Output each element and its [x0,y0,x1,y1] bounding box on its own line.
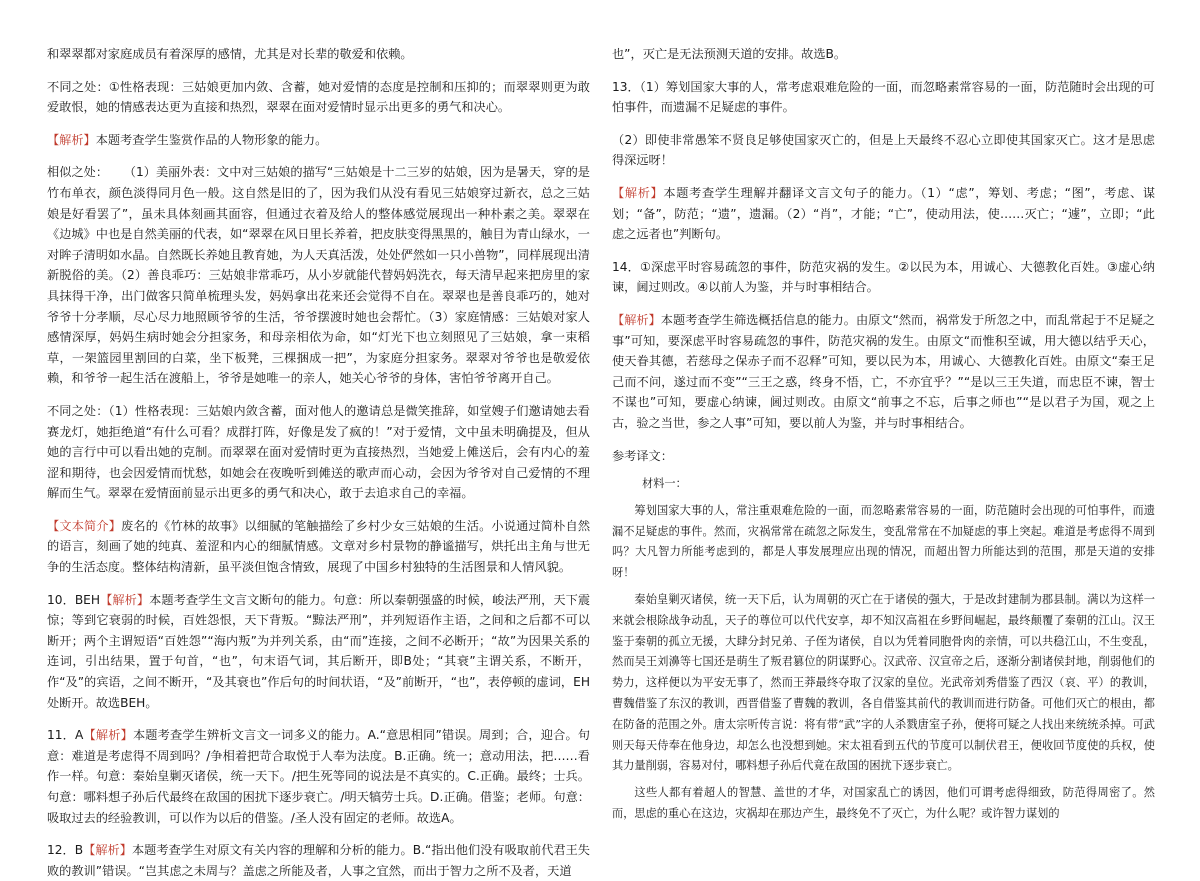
analysis-paragraph: 【解析】本题考查学生理解并翻译文言文句子的能力。（1）“虑”，筹划、考虑；“图”，考虑、谋划；“备”，防范；“遗”，遗漏。（2）“肖”，才能；“亡”，使动用法，使……灭亡；“遽”，立即；“此虑之远者也”判断句。 [612,185,1156,242]
analysis-tag: 【解析】 [612,185,664,200]
analysis-tag: 【解析】 [612,312,661,327]
text-intro-tag: 【文本简介】 [47,518,122,533]
question-12-paragraph: 12．B【解析】本题考查学生对原文有关内容的理解和分析的能力。B.“指出他们没有吸取前代君王失败的教训”错误。“岂其虑之未周与？盖虑之所能及者，人事之宜然，而出于智力之所不及者，天道 [47,843,590,878]
analysis-tag: 【解析】 [83,728,133,743]
translation-paragraph: 这些人都有着超人的智慧、盖世的才华，对国家乱亡的诱因，他们可谓考虑得细致，防范得周密了。然而，思虑的重心在这边，灾祸却在那边产生，最终免不了灭亡，为什么呢？或许智力谋划的 [612,786,1155,821]
answer-paragraph: 也”，灭亡是无法预测天道的安排。故选B。 [612,47,847,61]
text-intro-paragraph: 【文本简介】废名的《竹林的故事》以细腻的笔触描绘了乡村少女三姑娘的生活。小说通过简朴自然的语言，刻画了她的纯真、羞涩和内心的细腻情感。文章对乡村景物的静谧描写，烘托出主角与世无争的生活态度。整体结构清新，虽平淡但饱含情致，展现了中国乡村独特的生活图景和人情风貌。 [47,518,591,575]
left-column [47,44,590,881]
question-11-paragraph: 11．A【解析】本题考查学生辨析文言文一词多义的能力。A.“意思相同”错误。周到；合，迎合。句意：难道是考虑得不周到吗？/争相着把苛合取悦于人奉为法度。B.正确。统一；意动用法，把……看作一样。句意：秦始皇剿灭诸侯，统一天下。/把生死等同的说法是不真实的。C.正确。最终；士兵。句意：哪料想子孙后代最终在敌国的困扰下逐步衰亡。/明天犒劳士兵。D.正确。借鉴；老师。句意：吸取过去的经验教训，可以作为以后的借鉴。/圣人没有固定的老师。故选A。 [47,728,590,825]
translation-heading: 参考译文： [612,448,673,463]
analysis-paragraph: 【解析】本题考查学生鉴赏作品的人物形象的能力。 [47,132,328,147]
translation-paragraph: 筹划国家大事的人，常注重艰难危险的一面，而忽略素常容易的一面，防范随时会出现的可怕事件，而遗漏不足疑虑的事件。然而，灾祸常常在疏忽之际发生，变乱常常在不加疑虑的事上突起。难道是考虑得不周到吗？大凡智力所能考虑到的，都是人事发展理应出现的情况，而超出智力所能达到的范围，那是天道的安排呀！ [612,503,1155,580]
answer-paragraph: （2）即使非常愚笨不贤良足够使国家灭亡的，但是上天最终不忍心立即使其国家灭亡。这才是思虑得深远呀！ [612,132,1155,168]
material-heading: 材料一： [642,477,687,491]
analysis-paragraph: 【解析】本题考查学生筛选概括信息的能力。由原文“然而，祸常发于所忽之中，而乱常起于不足疑之事”可知，要深虑平时容易疏忽的事件，防范灾祸的发生。由原文“而惟积至诚，用大德以结乎天心，使天眷其德，若慈母之保赤子而不忍释”可知，要以民为本，用诚心、大德教化百姓。由原文“秦王足己而不问，遂过而不变”“三王之惑，终身不悟，亡，不亦宜乎？”“是以三王失道，而忠臣不谏，智士不谋也”可知，要虚心纳谏，阃过则改。由原文“前事之不忘，后事之师也”“是以君子为国，观之上古，验之当世，参之人事”可知，要以前人为鉴，并与时事相结合。 [612,312,1155,430]
analysis-tag: 【解析】 [100,592,150,607]
analysis-tag: 【解析】 [83,843,132,858]
answer-paragraph: 不同之处：①性格表现：三姑娘更加内敛、含蓄，她对爱情的态度是控制和压抑的；而翠翠则更为敢爱敢恨，她的情感表达更为直接和热烈，翠翠在面对爱情时显示出更多的勇气和决心。 [47,79,590,115]
question-10-paragraph: 10．BEH【解析】本题考查学生文言文断句的能力。句意：所以秦朝强盛的时候，峻法严刑，天下震惊；等到它衰弱的时候，百姓怨恨，天下背叛。“黥法严刑”，并列短语作主语，之间和之后都不可以断开；两个主谓短语“百姓怨”“海内叛”为并列关系，由“而”连接，之间不必断开；“故”为因果关系的连词，引出结果，置于句首，“也”，句末语气词，其后断开，即B处；“其衰”主谓关系，不断开，作“及”的宾语，之间不断开，“及其衰也”作后句的时间状语，“及”前断开，“也”，表停顿的虚词，EH处断开。故选BEH。 [47,592,591,710]
answer-paragraph: 和翠翠都对家庭成员有着深厚的感情，尤其是对长辈的敬爱和依赖。 [47,47,413,61]
answer-paragraph: 不同之处：（1）性格表现：三姑娘内敛含蓄，面对他人的邀请总是微笑推辞，如堂嫂子们邀请她去看赛龙灯，她拒绝道“有什么可看？成群打阵，好像是发了疯的！”对于爱情，文中虽未明确提及，但从她的言行中可以看出她的克制。而翠翠在面对爱情时更为直接热烈，当她爱上傩送后，会有内心的羞涩和期待，也会因爱情而忧愁，如她会在夜晚听到傩送的歌声而心动，会因为爷爷对自己爱情的不理解而生气。翠翠在爱情面前显示出更多的勇气和决心，敢于去追求自己的幸福。 [47,403,590,501]
question-13-paragraph: 13．（1）筹划国家大事的人，常考虑艰难危险的一面，而忽略素常容易的一面，防范随时会出现的可怕事件，而遗漏不足疑虑的事件。 [612,79,1155,115]
answer-paragraph: 相似之处： （1）美丽外表：文中对三姑娘的描写“三姑娘是十二三岁的姑娘，因为是暑天，穿的是竹布单衣，颜色淡得同月色一般。这自然是旧的了，因为我们从没有看见三姑娘穿过新衣，总之三姑娘是好看罢了”，虽未具体刻画其面容，但通过衣着及给人的整体感觉展现出一种朴素之美。翠翠在《边城》中也是自然美丽的代表，如“翠翠在风日里长养着，把皮肤变得黑黑的，触目为青山绿水，一对眸子清明如水晶。自然既长养她且教育她，为人天真活泼，处处俨然如一只小兽物”，同样展现出清新脱俗的美。（2）善良乖巧：三姑娘非常乖巧，从小岁就能代替妈妈洗衣，每天清早起来把房里的家具抹得干净，出门做客只简单梳理头发，妈妈拿出花来还会觉得不自在。翠翠也是善良乖巧的，她对爷爷十分孝顺，尽心尽力地照顾爷爷的生活，爷爷摆渡时她也会帮忙。（3）家庭情感：三姑娘对家人感情深厚，妈妈生病时她会分担家务，和母亲相依为命，如“灯光下也立刻照见了三姑娘，拿一束稻草，一架篮园里割回的白菜，坐下板凳，三棵捆成一把”，为家庭分担家务。翠翠对爷爷也是敬爱依赖，和爷爷一起生活在渡船上，爷爷是她唯一的亲人，她关心爷爷的身体，害怕爷爷离开自己。 [47,165,590,386]
right-column [612,44,1155,825]
analysis-tag: 【解析】 [47,132,96,147]
question-14-paragraph: 14．①深虑平时容易疏忽的事件，防范灾祸的发生。②以民为本，用诚心、大德教化百姓。③虚心纳谏，阃过则改。④以前人为鉴，并与时事相结合。 [612,259,1155,295]
translation-paragraph: 秦始皇剿灭诸侯，统一天下后，认为周朝的灭亡在于诸侯的强大，于是改封建制为郡县制。满以为这样一来就会根除战争动乱，天子的尊位可以代代安享，却不知汉高祖在乡野间崛起，最终颠覆了秦朝的江山。汉王鉴于秦朝的孤立无援，大肆分封兄弟、子侄为诸侯，自以为凭着同胞骨肉的亲情，可以共稳江山，不生变乱，然而吴王刘濞等七国还是萌生了叛君篡位的阴谋野心。汉武帝、汉宣帝之后，逐渐分割诸侯封地，削弱他们的势力，这样便以为平安无事了，然而王莽最终夺取了汉家的皇位。光武帝刘秀借鉴了西汉（哀、平）的教训，曹魏借鉴了东汉的教训，西晋借鉴了曹魏的教训，各自借鉴其前代的教训而进行防备。可他们灭亡的根由，都在防备的范围之外。唐太宗听传言说：将有带“武”字的人杀戮唐室子孙，便将可疑之人找出来统统杀掉。可武则天每天侍奉在他身边，却怎么也没想到她。宋太祖看到五代的节度可以制伏君王，便收回节度使的兵权，使其力量削弱，容易对付，哪料想子孙后代竟在敌国的困扰下逐步衰亡。 [612,593,1155,773]
